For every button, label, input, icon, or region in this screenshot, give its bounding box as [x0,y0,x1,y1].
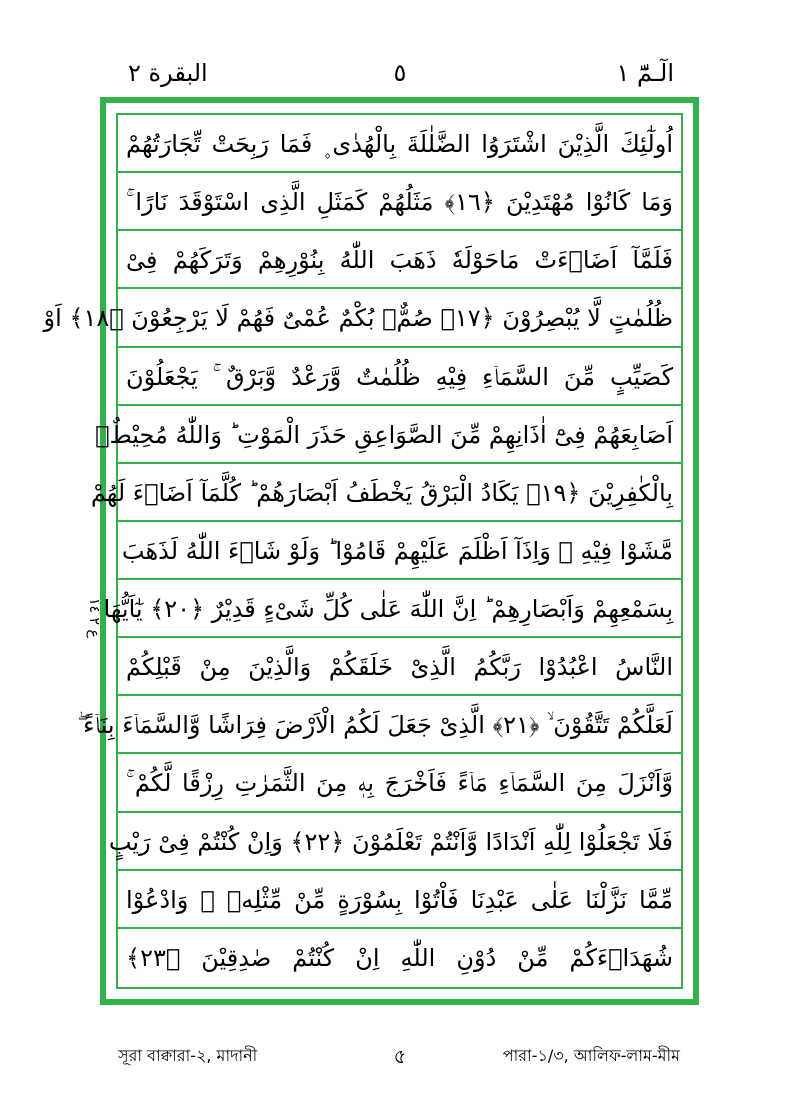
text-line: اُولٰٓئِكَ الَّذِيْنَ اشْتَرَوُا الضَّلٰلَةَ بِالْهُدٰى ۪ فَمَا رَبِحَتْ تِّجَارَتُهُمْ [118,115,681,173]
text-line: بِالْكٰفِرِيْنَ ﴿١٩﴾ يَكَادُ الْبَرْقُ يَخْطَفُ اَبْصَارَهُمْ ؕ كُلَّمَآ اَضَاۤءَ لَهُمْ [118,464,681,522]
text-line: اَصَابِعَهُمْ فِىْٓ اٰذَانِهِمْ مِّنَ الصَّوَاعِقِ حَذَرَ الْمَوْتِ ؕ وَاللّٰهُ مُحِيْطٌۢ [118,406,681,464]
text-line: فَلَا تَجْعَلُوْا لِلّٰهِ اَنْدَادًا وَّاَنْتُمْ تَعْلَمُوْنَ ﴿٢٢﴾ وَاِنْ كُنْتُمْ فِىْ رَيْبٍ [118,813,681,871]
text-line: مِّمَّا نَزَّلْنَا عَلٰى عَبْدِنَا فَاْتُوْا بِسُوْرَةٍ مِّنْ مِّثْلِهٖ ۪ وَادْعُوْا [118,871,681,929]
text-line: وَّاَنْزَلَ مِنَ السَّمَاۤءِ مَاۤءً فَاَخْرَجَ بِهٖ مِنَ الثَّمَرٰتِ رِزْقًا لَّكُمْ ۚ [118,754,681,812]
text-line: كَصَيِّبٍ مِّنَ السَّمَاۤءِ فِيْهِ ظُلُمٰتٌ وَّرَعْدٌ وَّبَرْقٌ ۚ يَجْعَلُوْنَ [118,348,681,406]
page-number-header: ٥ [393,59,407,87]
text-line: بِسَمْعِهِمْ وَاَبْصَارِهِمْ ؕ اِنَّ اللّٰهَ عَلٰى كُلِّ شَىْءٍ قَدِيْرٌ ﴿٢٠﴾ يٰٓاَيُّهَا [118,580,681,638]
text-line: النَّاسُ اعْبُدُوْا رَبَّكُمُ الَّذِىْ خَلَقَكُمْ وَالَّذِيْنَ مِنْ قَبْلِكُمْ [118,638,681,696]
text-line: ظُلُمٰتٍ لَّا يُبْصِرُوْنَ ﴿١٧﴾ صُمٌّۢ بُكْمٌ عُمْىٌ فَهُمْ لَا يَرْجِعُوْنَ ﴿١٨﴾ اَوْ [118,289,681,347]
footer-para-label: পারা-১/৩, আলিফ-লাম-মীম [502,1046,680,1065]
text-line: مَّشَوْا فِيْهِ ۙ وَاِذَآ اَظْلَمَ عَلَيْهِمْ قَامُوْا ؕ وَلَوْ شَاۤءَ اللّٰهُ لَذَهَبَ [118,522,681,580]
text-line: لَعَلَّكُمْ تَتَّقُوْنَ ۙ ﴿٢١﴾ الَّذِىْ جَعَلَ لَكُمُ الْاَرْضَ فِرَاشًا وَّالسَّمَاۤءَ بِنَاۤءً ۖ [118,696,681,754]
text-line: شُهَدَاۤءَكُمْ مِّنْ دُوْنِ اللّٰهِ اِنْ كُنْتُمْ صٰدِقِيْنَ ﴿٢٣﴾ [126,943,673,972]
juz-name-header: الٓـمّٓ ١ [616,59,674,87]
text-line: فَلَمَّآ اَضَاۤءَتْ مَاحَوْلَهٗ ذَهَبَ اللّٰهُ بِنُوْرِهِمْ وَتَرَكَهُمْ فِىْ [118,231,681,289]
ruku-margin-marker: ع ٢ ١٤ [86,598,102,638]
surah-name-header: البقرة ٢ [128,59,208,87]
footer-surah-label: সূরা বাক্বারা-২, মাদানী [118,1046,258,1065]
footer-page-number: ৫ [393,1044,407,1068]
text-line: وَمَا كَانُوْا مُهْتَدِيْنَ ﴿١٦﴾ مَثَلُهُمْ كَمَثَلِ الَّذِى اسْتَوْقَدَ نَارًا ۚ [118,173,681,231]
